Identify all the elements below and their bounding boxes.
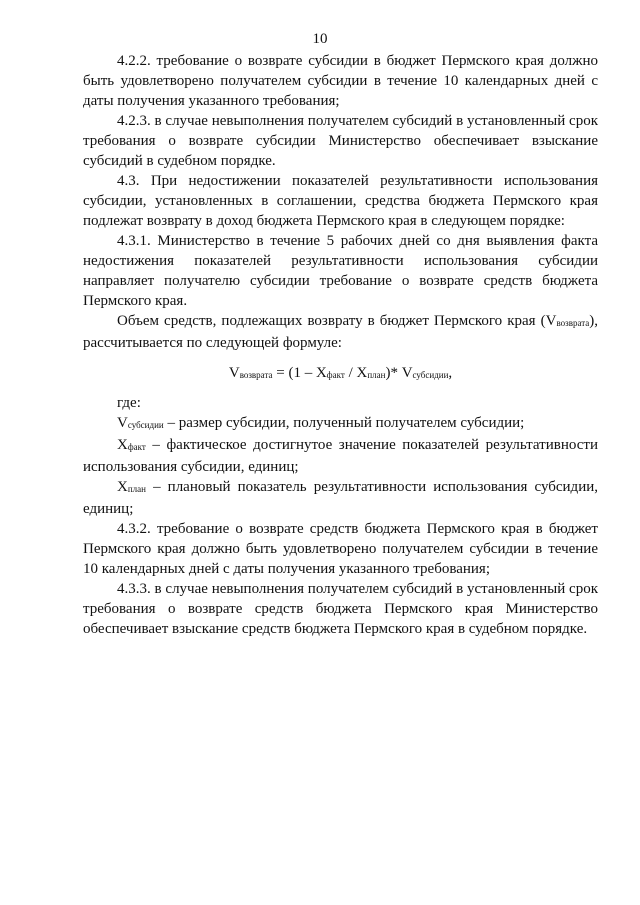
intro-text-after: ), рассчитывается по следующей формуле: [83, 313, 598, 351]
def2-sub: факт [127, 442, 146, 452]
def1-text: – размер субсидии, полученный получателем субсидии; [163, 415, 525, 431]
paragraph-4-3-1: 4.3.1. Министерство в течение 5 рабочих дней со дня выявления факта недостижения показателей результативности использования субсидии направляет получателю субсидии требование о возврате средств бюджета Пермского края. [83, 233, 598, 309]
formula-x1-sub: факт [326, 370, 345, 380]
def1-var: V [117, 415, 128, 431]
formula-x2-sub: план [367, 370, 386, 380]
formula-eq: = (1 – [272, 365, 316, 381]
def3-text: – плановый показатель результативности использования субсидии, единиц; [83, 479, 598, 517]
intro-text-before: Объем средств, подлежащих возврату в бюджет Пермского края (V [117, 313, 557, 329]
formula [83, 363, 598, 385]
paragraph-4-3-2: 4.3.2. требование о возврате средств бюджета Пермского края в бюджет Пермского края должно быть удовлетворено получателем субсидии в течение 10 календарных дней с даты получения указанного требования; [83, 521, 598, 577]
formula-end: , [448, 365, 453, 381]
formula-div: / [344, 365, 357, 381]
def2-var: X [117, 437, 128, 453]
intro-subscript: возврата [556, 318, 590, 328]
formula-mul: )* [385, 365, 402, 381]
def3-var: X [117, 479, 128, 495]
def3-sub: план [127, 484, 146, 494]
definition-x-plan [83, 477, 598, 519]
paragraph-4-2-2: 4.2.2. требование о возврате субсидии в бюджет Пермского края должно быть удовлетворено получателем субсидии в течение 10 календарных дней с даты получения указанного требования; [83, 53, 598, 109]
formula-x1: X [315, 365, 327, 381]
definition-x-fact [83, 435, 598, 477]
def1-sub: субсидии [127, 420, 164, 430]
formula-v: V [228, 365, 240, 381]
where-label: где: [117, 395, 141, 411]
def2-text: – фактическое достигнутое значение показателей результативности использования субсидии, единиц; [83, 437, 598, 475]
formula-x2: X [356, 365, 368, 381]
paragraph-4-3-3: 4.3.3. в случае невыполнения получателем субсидий в установленный срок требования о возврате средств бюджета Пермского края Министерство обеспечивает взыскание средств бюджета Пермского края в судебном порядке. [83, 581, 598, 637]
paragraph-4-2-3: 4.2.3. в случае невыполнения получателем субсидий в установленный срок требования о возврате субсидии Министерство обеспечивает взыскание субсидий в судебном порядке. [83, 113, 598, 169]
paragraph-volume-formula-intro [83, 311, 598, 353]
document-body [83, 51, 598, 639]
formula-v2-sub: субсидии [412, 370, 449, 380]
definition-v-subsidy [83, 413, 598, 435]
page-number: 10 [312, 31, 328, 47]
paragraph-4-3: 4.3. При недостижении показателей результативности использования субсидии, установленных в соглашении, средства бюджета Пермского края подлежат возврату в доход бюджета Пермского края в следующем порядке: [83, 173, 598, 229]
formula-v2: V [401, 365, 413, 381]
formula-v-sub: возврата [239, 370, 273, 380]
